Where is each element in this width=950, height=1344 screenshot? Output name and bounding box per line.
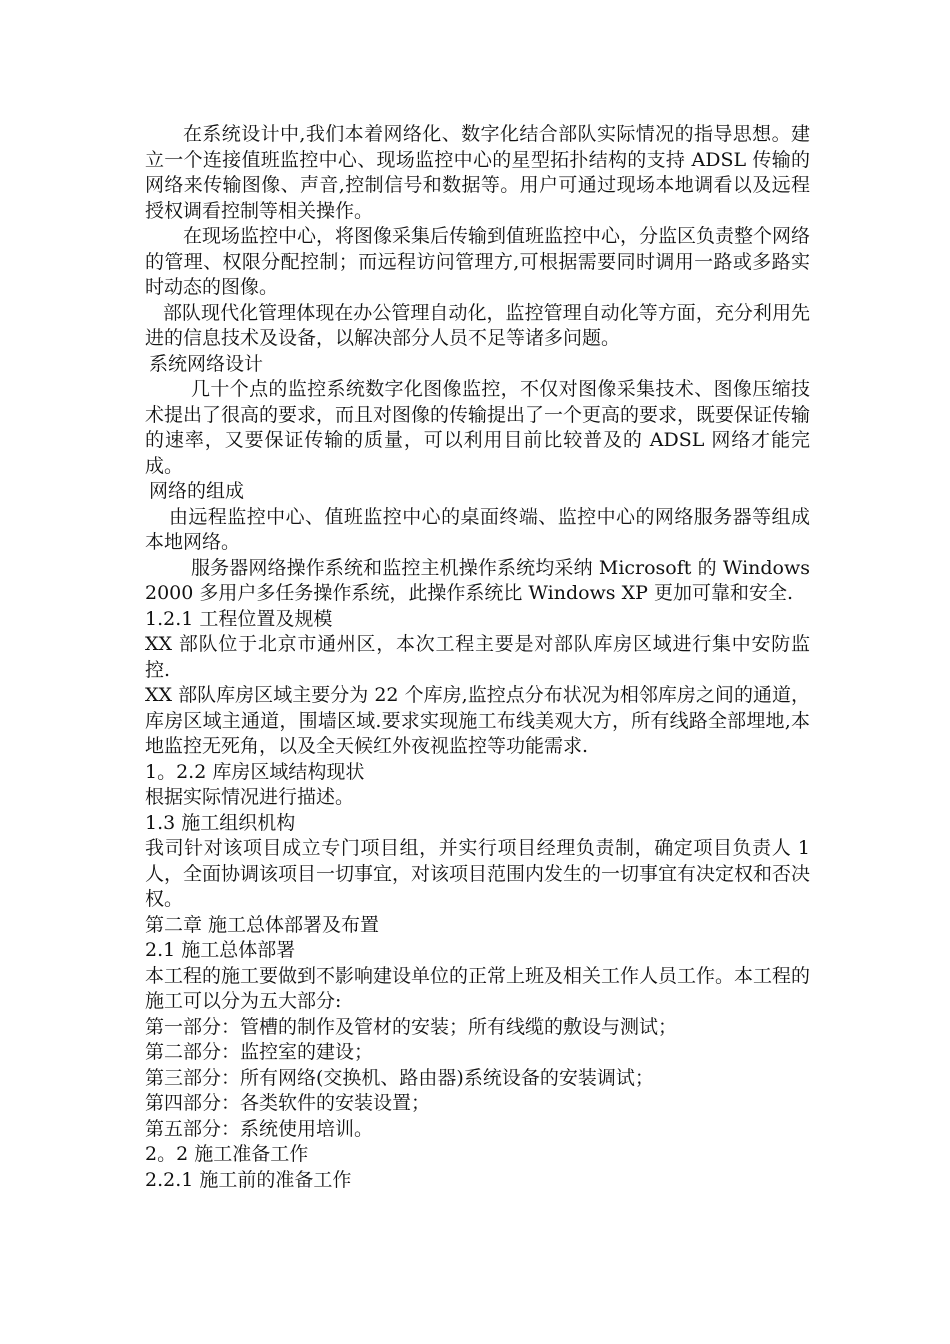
heading-1-2-1: 1.2.1 工程位置及规模 <box>145 607 333 630</box>
heading-2-2: 2。2 施工准备工作 <box>145 1143 309 1165</box>
paragraph-modern-management: 部队现代化管理体现在办公管理自动化，监控管理自动化等方面，充分利用先进的信息技术及设备，以解决部分人员不足等诸多问题。 <box>145 301 810 349</box>
paragraph-project-team: 我司针对该项目成立专门项目组，并实行项目经理负责制，确定项目负责人 1 人，全面协调该项目一切事宜，对该项目范围内发生的一切事宜有决定权和否决权。 <box>145 837 811 910</box>
heading-network-design: 系统网络设计 <box>149 352 264 375</box>
list-item-part-2: 第二部分：监控室的建设； <box>145 1041 374 1063</box>
list-item-part-3: 第三部分：所有网络(交换机、路由器)系统设备的安装调试； <box>145 1066 654 1089</box>
document-page <box>145 122 810 1193</box>
heading-1-2-2: 1。2.2 库房区域结构现状 <box>145 760 365 783</box>
paragraph-onsite-monitoring: 在现场监控中心，将图像采集后传输到值班监控中心，分监区负责整个网络的管理、权限分配控制；而远程访问管理方,可根据需要同时调用一路或多路实时动态的图像。 <box>145 225 811 298</box>
paragraph-system-design-intro: 在系统设计中,我们本着网络化、数字化结合部队实际情况的指导思想。建立一个连接值班监控中心、现场监控中心的星型拓扑结构的支持 ADSL 传输的网络来传输图像、声音,控制信号和数据等。用户可通过现场本地调看以及远程授权调看控制等相关操作。 <box>145 123 810 222</box>
paragraph-warehouse-area: XX 部队库房区域主要分为 22 个库房,监控点分布状况为相邻库房之间的通道，库房区域主通道，围墙区域.要求实现施工布线美观大方，所有线路全部埋地,本地监控无死角，以及全天候红外夜视监控等功能需求. <box>145 684 810 757</box>
paragraph-digital-monitoring: 几十个点的监控系统数字化图像监控，不仅对图像采集技术、图像压缩技术提出了很高的要求，而且对图像的传输提出了一个更高的要求，既要保证传输的速率，又要保证传输的质量，可以利用目前比较普及的 ADSL 网络才能完成。 <box>145 378 811 477</box>
heading-network-composition: 网络的组成 <box>149 480 245 502</box>
list-item-part-1: 第一部分：管槽的制作及管材的安装；所有线缆的敷设与测试； <box>145 1015 678 1038</box>
heading-1-3: 1.3 施工组织机构 <box>145 811 296 834</box>
list-item-part-5: 第五部分：系统使用培训。 <box>145 1117 374 1140</box>
paragraph-local-network: 由远程监控中心、值班监控中心的桌面终端、监控中心的网络服务器等组成本地网络。 <box>145 505 810 553</box>
heading-chapter-2: 第二章 施工总体部署及布置 <box>145 913 380 936</box>
paragraph-project-location: XX 部队位于北京市通州区，本次工程主要是对部队库房区域进行集中安防监控. <box>145 633 810 681</box>
paragraph-describe-situation: 根据实际情况进行描述。 <box>145 786 355 808</box>
list-item-part-4: 第四部分：各类软件的安装设置； <box>145 1092 431 1114</box>
heading-2-1: 2.1 施工总体部署 <box>145 939 296 961</box>
paragraph-construction-overview: 本工程的施工要做到不影响建设单位的正常上班及相关工作人员工作。本工程的施工可以分为五大部分: <box>145 964 811 1012</box>
heading-2-2-1: 2.2.1 施工前的准备工作 <box>145 1168 352 1191</box>
paragraph-operating-system: 服务器网络操作系统和监控主机操作系统均采纳 Microsoft 的 Windows 2000 多用户多任务操作系统，此操作系统比 Windows XP 更加可靠和安全. <box>145 556 810 604</box>
